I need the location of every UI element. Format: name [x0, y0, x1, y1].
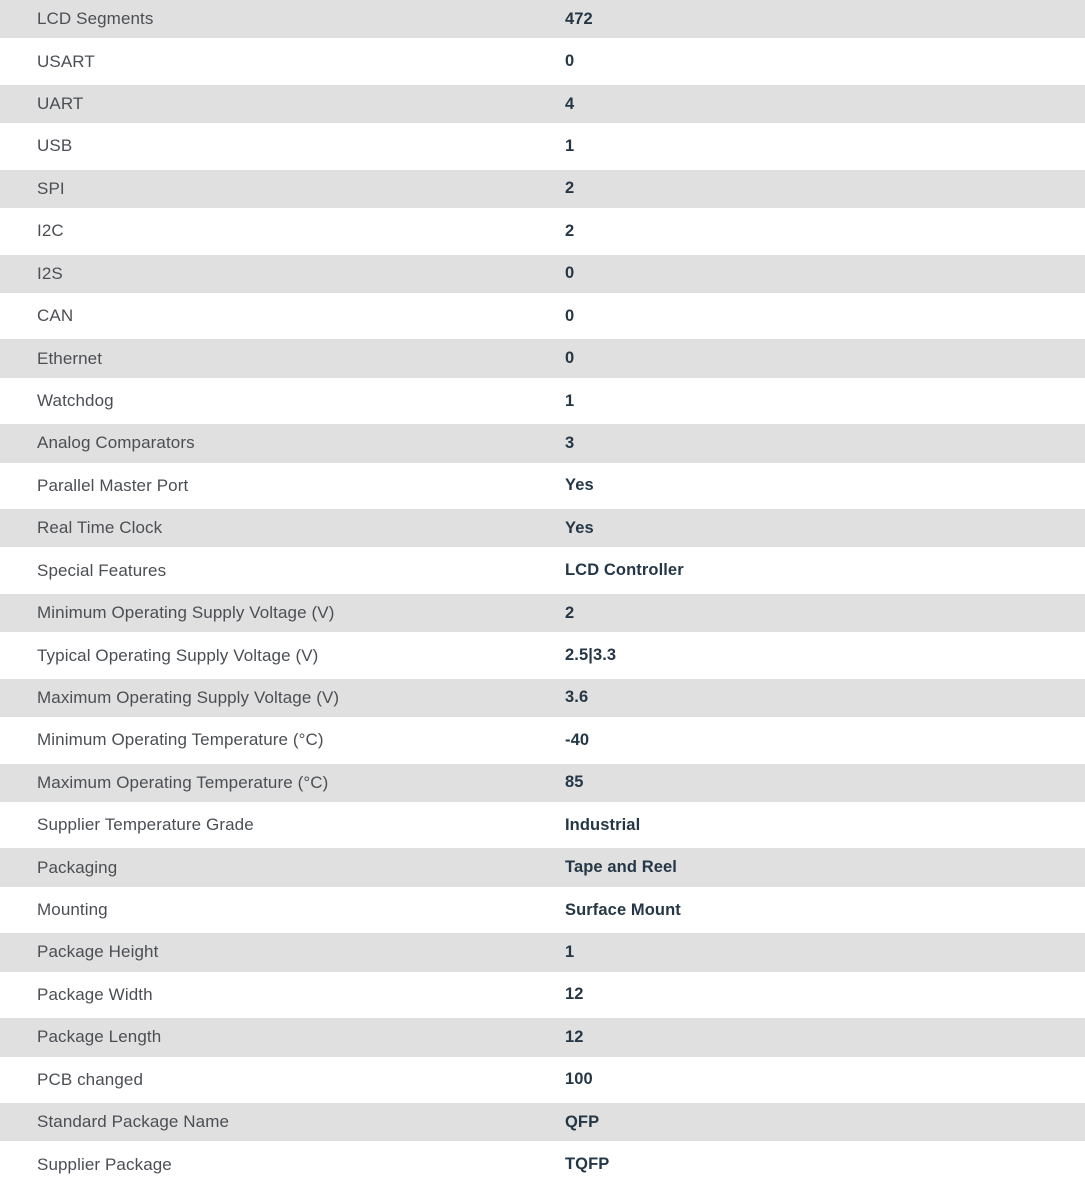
- attribute-label: Special Features: [37, 560, 167, 580]
- attribute-label: Parallel Master Port: [37, 475, 189, 495]
- attribute-label: Standard Package Name: [37, 1112, 230, 1132]
- table-row: [0, 85, 1085, 127]
- table-row: [0, 721, 1085, 763]
- attribute-label: Ethernet: [37, 348, 103, 368]
- table-row: [0, 1061, 1085, 1103]
- attribute-value: 0: [565, 349, 575, 368]
- attribute-value: 3.6: [565, 688, 589, 707]
- attribute-value: 0: [565, 52, 575, 71]
- attribute-value: Industrial: [565, 815, 641, 834]
- attribute-label: Analog Comparators: [37, 433, 195, 453]
- attribute-value: LCD Controller: [565, 561, 684, 580]
- table-row: [0, 764, 1085, 806]
- table-row: [0, 1145, 1085, 1187]
- attribute-label: Maximum Operating Supply Voltage (V): [37, 687, 340, 707]
- table-row: [0, 1103, 1085, 1145]
- attribute-label: UART: [37, 94, 84, 114]
- attribute-label: Typical Operating Supply Voltage (V): [37, 645, 319, 665]
- table-row: [0, 551, 1085, 593]
- attribute-value: 85: [565, 773, 584, 792]
- table-row: [0, 297, 1085, 339]
- table-row: [0, 170, 1085, 212]
- attribute-value: 2: [565, 221, 575, 240]
- attribute-label: Real Time Clock: [37, 518, 163, 538]
- table-row: [0, 424, 1085, 466]
- table-row: [0, 594, 1085, 636]
- attribute-value: 0: [565, 306, 575, 325]
- table-row: [0, 212, 1085, 254]
- table-row: [0, 0, 1085, 42]
- table-row: [0, 806, 1085, 848]
- attribute-label: Mounting: [37, 900, 108, 920]
- table-row: [0, 891, 1085, 933]
- attribute-label: PCB changed: [37, 1069, 144, 1089]
- table-row: [0, 636, 1085, 678]
- attribute-label: I2C: [37, 221, 64, 241]
- attribute-value: 1: [565, 391, 575, 410]
- attribute-label: Watchdog: [37, 391, 114, 410]
- attribute-value: Yes: [565, 476, 594, 495]
- attribute-value: 4: [565, 94, 575, 113]
- attribute-value: TQFP: [565, 1155, 610, 1174]
- attribute-label: Supplier Temperature Grade: [37, 815, 254, 835]
- table-row: [0, 255, 1085, 297]
- attribute-value: 3: [565, 433, 575, 452]
- table-row: [0, 127, 1085, 169]
- attribute-value: Tape and Reel: [565, 858, 677, 877]
- attribute-label: USB: [37, 136, 73, 156]
- table-row: [0, 679, 1085, 721]
- attribute-value: -40: [565, 730, 590, 749]
- table-row: [0, 1018, 1085, 1060]
- attribute-label: Package Width: [37, 984, 153, 1004]
- attribute-value: 1: [565, 136, 575, 155]
- attribute-value: 2: [565, 179, 575, 198]
- attribute-label: Maximum Operating Temperature (°C): [37, 772, 329, 792]
- attribute-label: Minimum Operating Supply Voltage (V): [37, 603, 335, 623]
- attribute-label: Package Height: [37, 942, 159, 962]
- table-row: [0, 467, 1085, 509]
- attribute-value: 12: [565, 1027, 584, 1046]
- attribute-label: CAN: [37, 306, 74, 326]
- table-row: [0, 848, 1085, 890]
- attribute-value: 1: [565, 942, 575, 961]
- attribute-value: 2.5|3.3: [565, 646, 617, 665]
- table-row: [0, 933, 1085, 975]
- attribute-label: Minimum Operating Temperature (°C): [37, 730, 324, 750]
- attribute-label: USART: [37, 51, 95, 71]
- attribute-label: LCD Segments: [37, 9, 154, 29]
- attribute-label: SPI: [37, 178, 65, 198]
- table-row: [0, 339, 1085, 381]
- attribute-value: Surface Mount: [565, 900, 681, 919]
- attribute-value: 472: [565, 9, 593, 28]
- attribute-value: Yes: [565, 518, 594, 537]
- attribute-value: 100: [565, 1070, 593, 1089]
- attribute-label: Package Length: [37, 1027, 162, 1047]
- attribute-value: 0: [565, 264, 575, 283]
- attribute-value: 12: [565, 985, 584, 1004]
- table-row: [0, 382, 1085, 424]
- table-row: [0, 42, 1085, 84]
- attribute-value: 2: [565, 603, 575, 622]
- attribute-label: Supplier Package: [37, 1154, 172, 1174]
- attribute-value: QFP: [565, 1112, 600, 1131]
- table-row: [0, 976, 1085, 1018]
- attribute-label: Packaging: [37, 857, 118, 877]
- table-row: [0, 509, 1085, 551]
- attribute-label: I2S: [37, 263, 63, 283]
